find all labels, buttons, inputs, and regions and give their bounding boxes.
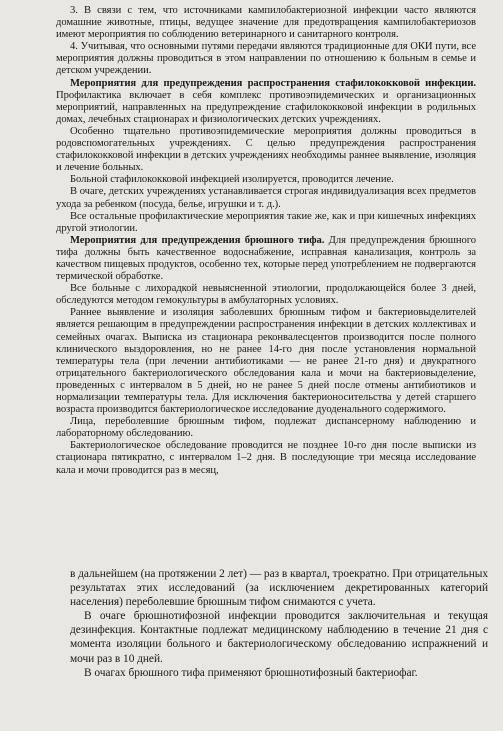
- paragraph-disinfection: В очаге брюшнотифозной инфекции проводится заключительная и текущая дезинфекция. Контактные подлежат медицинскому наблюдению в течение 21 дня с момента изоляции больного и бактериологическому обследованию испражнений и мочи раз в 10 дней.: [70, 610, 488, 665]
- section-heading-staph: Мероприятия для предупреждения распространения стафилококковой инфекции.: [70, 77, 476, 89]
- paragraph-staph-5: Все остальные профилактические мероприятия такие же, как и при кишечных инфекциях другой этиологии.: [56, 210, 476, 234]
- bottom-text-block: [70, 567, 488, 680]
- paragraph-staph-2: Особенно тщательно противоэпидемические мероприятия должны проводиться в родовспомогательных учреждениях. С целью предупреждения распространения стафилококковой инфекции в детских учреждениях необходимы раннее выявление, изоляция и лечение больных.: [56, 125, 476, 174]
- top-text-block: [56, 5, 476, 477]
- paragraph-typhoid-3: Раннее выявление и изоляция заболевших брюшным тифом и бактериовыделителей является решающим в предупреждении распространения инфекции в детских коллективах и семейных очагах. Выписка из стационара реконвалесцентов производится после полного клинического выздоровления, но не ранее 14-го дня после установления нормальной температуры тела (при лечении антибиотиками — не ранее 21-го дня) и двукратного отрицательного бактериологического обследования кала и мочи на бактериовыделение, проведенных с интервалом в 5 дней, но не ранее 5 дней после отмены антибиотиков и нормализации температуры тела. Для исключения бактерионосительства у детей старшего возраста производится бактериологическое исследование дуоденального содержимого.: [56, 307, 476, 416]
- paragraph-typhoid-4: Лица, переболевшие брюшным тифом, подлежат диспансерному наблюдению и лабораторному обследованию.: [56, 416, 476, 440]
- paragraph-campylobacter-3: 3. В связи с тем, что источниками кампилобактериозной инфекции часто являются домашние животные, птицы, ведущее значение для предотвращения кампилобактериозов имеют мероприятия по соблюдению ветеринарного и санитарного контроля.: [56, 5, 476, 41]
- paragraph-staph-4: В очаге, детских учреждениях устанавливается строгая индивидуализация всех предметов ухода за ребенком (посуда, белье, игрушки и т. д.).: [56, 186, 476, 210]
- paragraph-staph-3: Больной стафилококковой инфекцией изолируется, проводится лечение.: [70, 174, 394, 186]
- section-heading-typhoid: Мероприятия для предупреждения брюшного тифа.: [70, 234, 325, 246]
- paragraph-bacteriophage: В очагах брюшного тифа применяют брюшнотифозный бактериофаг.: [84, 666, 418, 679]
- paragraph-typhoid-heading: Мероприятия для предупреждения брюшного тифа. Для предупреждения брюшного тифа должны быть качественное водоснабжение, исправная канализация, контроль за качеством пищевых продуктов, особенно тех, которые перед употреблением не подвергаются термической обработке.: [56, 234, 476, 283]
- paragraph-campylobacter-4: 4. Учитывая, что основными путями передачи являются традиционные для ОКИ пути, все мероприятия должны проводиться в этом направлении по отношению к больным в семье и детском учреждении.: [56, 41, 476, 77]
- paragraph-staph-heading: Мероприятия для предупреждения распространения стафилококковой инфекции. Профилактика включает в себя комплекс противоэпидемических и организационных мероприятий, направленных на предупреждение стафилококковой инфекции в родильных домах, лечебных стационарах и физиологических детских учреждениях.: [56, 77, 476, 125]
- paragraph-continuation: в дальнейшем (на протяжении 2 лет) — раз в квартал, троекратно. При отрицательных результатах этих исследований (за исключением декретированных категорий населения) переболевшие брюшным тифом снимаются с учета.: [70, 568, 488, 609]
- paragraph-typhoid-5: Бактериологическое обследование проводится не позднее 10-го дня после выписки из стационара пятикратно, с интервалом 1–2 дня. В последующие три месяца исследование кала и мочи проводится раз в месяц,: [56, 440, 476, 476]
- paragraph-typhoid-2: Все больные с лихорадкой невыясненной этиологии, продолжающейся более 3 дней, обследуются методом гемокультуры в амбулаторных условиях.: [56, 283, 476, 307]
